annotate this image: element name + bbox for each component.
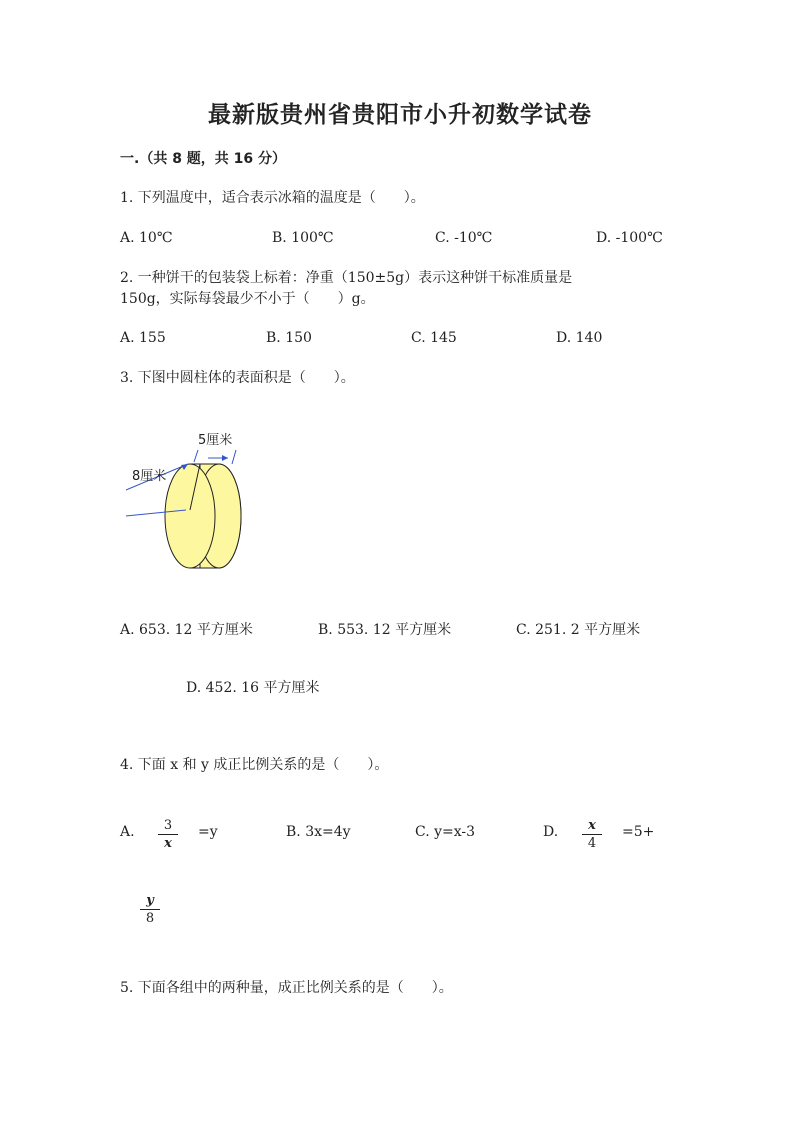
section-heading: 一.（共 8 题，共 16 分） [120,151,287,167]
question-1-option-a: A. 10℃ [120,230,173,246]
fraction-denominator: x [164,836,172,851]
question-1-option-d: D. -100℃ [596,230,663,246]
question-4-option-d-suffix: =5+ [622,824,655,840]
question-2-line-2: 150g，实际每袋最少不小于（ ）g。 [120,291,375,307]
question-1: 1. 下列温度中，适合表示冰箱的温度是（ ）。 [120,190,425,206]
fraction-numerator: y [146,893,154,908]
question-3-option-a: A. 653. 12 平方厘米 [120,622,253,638]
question-4-option-a-suffix: =y [198,824,218,840]
question-4-option-d-fraction-2 [140,893,160,926]
question-3-option-b: B. 553. 12 平方厘米 [318,622,452,638]
question-4-option-d-fraction [582,818,602,851]
page-title: 最新版贵州省贵阳市小升初数学试卷 [208,102,592,128]
fraction-numerator: x [588,818,596,833]
cylinder-diagram [118,424,258,574]
fraction-bar [140,909,160,910]
question-2-option-a: A. 155 [120,330,166,346]
fraction-bar [582,834,602,835]
question-4: 4. 下面 x 和 y 成正比例关系的是（ ）。 [120,757,389,773]
question-4-option-b: B. 3x=4y [286,824,351,840]
question-1-option-c: C. -10℃ [435,230,493,246]
fraction-numerator: 3 [163,818,173,833]
question-3-option-c: C. 251. 2 平方厘米 [516,622,641,638]
question-3-option-d: D. 452. 16 平方厘米 [186,680,320,696]
question-2-option-c: C. 145 [411,330,457,346]
question-2-option-b: B. 150 [266,330,312,346]
question-4-option-a-fraction [158,818,178,851]
question-5: 5. 下面各组中的两种量，成正比例关系的是（ ）。 [120,980,453,996]
question-2-line-1: 2. 一种饼干的包装袋上标着：净重（150±5g）表示这种饼干标准质量是 [120,270,573,286]
question-4-option-c: C. y=x-3 [415,824,476,840]
fraction-denominator: 8 [145,911,155,926]
cylinder-front-face [165,464,215,568]
question-1-option-b: B. 100℃ [272,230,334,246]
question-3: 3. 下图中圆柱体的表面积是（ ）。 [120,370,355,386]
question-2-option-d: D. 140 [556,330,603,346]
height-arrow-head [222,455,228,461]
height-label: 5厘米 [198,433,233,448]
height-dimension-tick-left [194,450,198,462]
height-dimension-tick-right [232,450,236,464]
fraction-bar [158,834,178,835]
fraction-denominator: 4 [587,836,597,851]
question-4-option-d-prefix: D. [543,824,559,840]
question-4-option-a-prefix: A. [120,824,135,840]
cylinder-figure [118,424,258,578]
radius-label: 8厘米 [132,469,167,484]
